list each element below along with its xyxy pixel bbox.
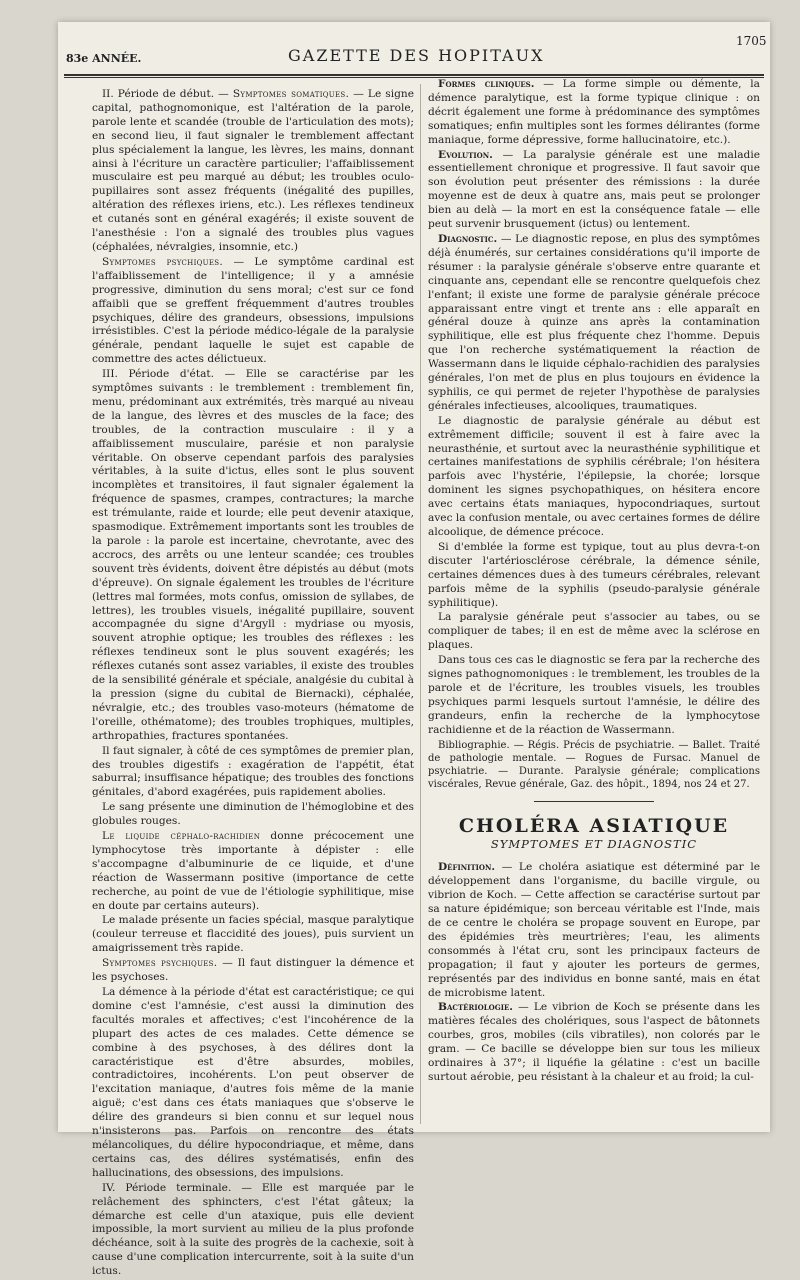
subheading: Bactériologie. <box>438 1001 513 1014</box>
subheading: Evolution. <box>438 148 493 161</box>
section-heading: III. Période d'état. <box>102 368 215 381</box>
paragraph-text: — La forme simple ou démente, la démence paralytique, est la forme typique clinique : on décrit également une forme à prédominance des symptômes somatiques; enfin multiples sont les formes délirantes (forme maniaque, forme dépressive, forme hallucinatoire, etc.). <box>428 78 760 146</box>
paragraph-terminale <box>92 1182 414 1279</box>
article-separator <box>534 801 654 802</box>
paragraph-definition <box>428 861 760 1000</box>
paragraph-evolution <box>428 149 760 232</box>
year-label: 83e ANNÉE. <box>66 52 142 65</box>
subheading: Symptomes psychiques. <box>102 255 224 268</box>
subheading: Diagnostic. <box>438 232 498 245</box>
right-column <box>428 78 760 1086</box>
newspaper-page <box>58 22 770 1278</box>
subheading: Formes cliniques. <box>438 78 535 90</box>
paragraph-psychiques <box>92 256 414 367</box>
paragraph-debut: II. Période de début. — Symptomes somatiques. — Le signe capital, pathognomonique, est l'altération de la parole, parole lente et scandée (trouble de l'articulation des mots); en second lieu, il faut signaler le tremblement affectant plus spécialement la langue, les lèvres, les mains, donnant ainsi à l'écriture un caractère particulier; l'affaiblissement musculaire est peu marqué au début; les troubles oculo-pupillaires sont assez fréquents (inégalité des pupilles, altération des réflexes iriens, etc.). Les réflexes tendineux et cutanés sont en général exagérés; il existe souvent de l'anesthésie : l'on a signalé des troubles plus vagues (céphalées, névralgies, insomnie, etc.) <box>92 88 414 253</box>
section-heading: II. Période de début. <box>102 88 215 100</box>
paragraph-text: donne précocement une lymphocytose très importante à dépister : elle s'accompagne d'albuminurie de ce liquide, et d'une réaction de Wassermann positive (importance de cette recherche, au point de vue de l'étiologie syphilitique, mise en doute par certains auteurs). <box>92 830 414 912</box>
paragraph-text: — Le diagnostic repose, en plus des symptômes déjà énumérés, sur certaines considérations qu'il importe de résumer : la paralysie générale s'observe entre quarante et cinquante ans, cependant elle se rencontre quelquefois chez l'enfant; il existe une forme de paralysie générale précoce apparaissant entre vingt et trente ans : elle apparaît en général douze à quinze ans après la contamination syphilitique, elle est plus fréquente chez l'homme. Depuis que l'on recherche systématiquement la réaction de Wassermann dans le liquide céphalo-rachidien des paralysies générales, l'on met de plus en plus toujours en évidence la syphilis, ce qui permet de rejeter l'hypothèse de paralysies générales infectieuses, alcooliques, traumatiques. <box>428 232 760 412</box>
paragraph-etat <box>92 368 414 743</box>
paragraph-signes: Dans tous ces cas le diagnostic se fera par la recherche des signes pathognomoniques : le tremblement, les troubles de la parole et de l'écriture, les troubles visuels, les troubles psychiques parmi lesquels surtout l'amnésie, le délire des grandeurs, enfin la recherche de la lymphocytose rachidienne et de la réaction de Wassermann. <box>428 654 760 736</box>
paragraph-forme-typique: Si d'emblée la forme est typique, tout au plus devra-t-on discuter l'artériosclérose cérébrale, la démence sénile, certaines démences dues à des tumeurs cérébrales, relevant parfois même de la syphilis (pseudo-paralysie générale syphilitique). <box>428 540 760 609</box>
paragraph-text: — La paralysie générale est une maladie essentiellement chronique et progressive. Il faut savoir que son évolution peut présenter des rémissions : la durée moyenne est de deux à quatre ans, mais peut se prolonger bien au delà — la mort en est la conséquence fatale — elle peut survenir brusquement (ictus) ou lentement. <box>428 148 760 231</box>
paragraph-tabes: La paralysie générale peut s'associer au tabes, ou se compliquer de tabes; il en est de même avec la sclérose en plaques. <box>428 611 760 652</box>
paragraph-diagnostic-debut: Le diagnostic de paralysie générale au début est extrêmement difficile; souvent il est à faire avec la neurasthénie, et surtout avec la neurasthénie syphilitique et certaines manifestations de syphilis cérébrale; l'on hésitera parfois avec l'hystérie, l'épilepsie, la chorée; lorsque dominent les signes psychopathiques, on hésitera encore avec certains états maniaques, hypocondriaques, surtout avec la confusion mentale, ou avec certaines formes de délire alcoolique, de démence précoce. <box>428 414 760 538</box>
paragraph-formes <box>428 78 760 148</box>
section-heading: IV. Période terminale. <box>102 1181 232 1194</box>
page-number: 1705 <box>736 34 767 48</box>
subheading: Définition. <box>438 861 496 874</box>
paragraph-bacteriologie <box>428 1001 760 1084</box>
header-rule <box>64 74 764 76</box>
paragraph-psychiques-etat <box>92 957 414 985</box>
paragraph-diagnostic <box>428 233 760 414</box>
paragraph-digestifs: Il faut signaler, à côté de ces symptômes de premier plan, des troubles digestifs : exagération de l'appétit, état saburral; insuffisance hépatique; des troubles des fonctions génitales, d'abord exagérées, puis rapidement abolies. <box>92 744 414 799</box>
article-subtitle: SYMPTOMES ET DIAGNOSTIC <box>490 836 698 851</box>
subheading: Le liquide céphalo-rachidien <box>102 830 261 843</box>
left-column <box>92 88 414 1280</box>
article-title: CHOLÉRA ASIATIQUE <box>458 814 730 837</box>
paragraph-liquide <box>92 830 414 913</box>
paragraph-text: — Le vibrion de Koch se présente dans les matières fécales des cholériques, sous l'aspect de bâtonnets courbes, gros, mobiles (cils vibratiles), non colorés par le gram. — Ce bacille se développe bien sur tous les milieux ordinaires à 37°; il liquéfie la gélatine : c'est un bacille surtout aérobie, peu résistant à la chaleur et au froid; la cul- <box>428 1001 760 1083</box>
paragraph-demence: La démence à la période d'état est caractéristique; ce qui domine c'est l'amnésie, c'est aussi la diminution des facultés morales et affectives; c'est l'incohérence de la plupart des actes de ces malades. Cette démence se combine à des psychoses, à des délires dont la caractéristique est d'être absurdes, mobiles, contradictoires, incohérents. L'on peut observer de l'excitation maniaque, d'autres fois même de la manie aiguë; c'est dans ces états maniaques que s'observe le délire des grandeurs si bien connu et sur lequel nous n'insisterons pas. Parfois on rencontre des états mélancoliques, du délire hypocondriaque, et même, dans certains cas, des délires systématisés, enfin des hallucinations, des obsessions, des impulsions. <box>92 986 414 1179</box>
paragraph-text: — Il faut distinguer la démence et les psychoses. <box>92 957 414 984</box>
page-header <box>58 22 770 76</box>
subheading: Symptomes somatiques. <box>232 88 350 100</box>
paragraph-facies: Le malade présente un facies spécial, masque paralytique (couleur terreuse et flaccidité des joues), puis survient un amaigrissement très rapide. <box>92 914 414 955</box>
paragraph-sang: Le sang présente une diminution de l'hémoglobine et des globules rouges. <box>92 801 414 828</box>
paragraph-text: — Elle se caractérise par les symptômes suivants : le tremblement : tremblement fin, menu, prédominant aux extrémités, très marqué au niveau de la langue, des lèvres et des muscles de la face; des troubles, de la contraction musculaire : il y a affaiblissement musculaire, parésie et non paralysie véritable. On observe cependant parfois des paralysies véritables, à la suite d'ictus, elles sont le plus souvent incomplètes et transitoires, il faut signaler également la fréquence de spasmes, crampes, contractures; la marche est trémulante, raide et lourde; elle peut devenir ataxique, spasmodique. Extrêmement importants sont les troubles de la parole : la parole est incertaine, chevrotante, avec des accrocs, des arrêts ou une lenteur scandée; ces troubles souvent très évidents, doivent être dépistés au début (mots d'épreuve). On signale également les troubles de l'écriture (lettres mal formées, mots confus, omission de syllabes, de lettres), les troubles visuels, inégalité pupillaire, souvent accompagnée du signe d'Argyll : mydriase ou myosis, souvent atrophie optique; les troubles des réflexes : les réflexes tendineux sont le plus souvent exagérés; les réflexes cutanés sont assez variables, il existe des troubles de la sensibilité générale et spéciale, analgésie du cubital à la pression (signe du cubital de Biernacki), céphalée, névralgie, etc.; des troubles vaso-moteurs (hématome de l'oreille, othématome); des troubles trophiques, multiples, arthropathies, fractures spontanées. <box>92 368 414 742</box>
subheading: Symptomes psychiques. <box>102 957 218 970</box>
paragraph-text: — Elle est marquée par le relâchement des sphincters, c'est l'état gâteux; la démarche est celle d'un ataxique, puis elle devient impossible, la mort survient au milieu de la plus profonde déchéance, soit à la suite des progrès de la cachexie, soit à cause d'une complication intercurrente, soit à la suite d'un ictus. <box>92 1181 414 1278</box>
paragraph-text: — Le symptôme cardinal est l'affaiblissement de l'intelligence; il y a amnésie progressive, diminution du sens moral; c'est sur ce fond affaibli que se greffent fréquemment d'autres troubles psychiques, délire des grandeurs, obsessions, impulsions irrésistibles. C'est la période médico-légale de la paralysie générale, pendant laquelle le sujet est capable de commettre des actes délictueux. <box>92 255 415 366</box>
bibliography: Bibliographie. — Régis. Précis de psychiatrie. — Ballet. Traité de pathologie mentale. — Rogues de Fursac. Manuel de psychiatrie. — Durante. Paralysie générale; complications viscérales, Revue générale, Gaz. des hôpit., 1894, nos 24 et 27. <box>428 739 760 790</box>
journal-title: GAZETTE DES HOPITAUX <box>288 46 545 65</box>
paragraph-text: — Le choléra asiatique est déterminé par le développement dans l'organisme, du bacille virgule, ou vibrion de Koch. — Cette affection se caractérise surtout par sa nature épidémique; son berceau véritable est l'Inde, mais de ce centre le choléra se propage souvent en Europe, par des épidémies très meurtrières; l'eau, les aliments consommés à l'état cru, sont les principaux facteurs de propagation; il faut y ajouter les porteurs de germes, représentés par des individus en bonne santé, mais en état de microbisme latent. <box>428 861 760 999</box>
paragraph-text: — Le signe capital, pathognomonique, est l'altération de la parole, parole lente et scandée (trouble de l'articulation des mots); en second lieu, il faut signaler le tremblement affectant plus spécialement la langue, les lèvres, les mains, donnant ainsi à l'écriture un caractère particulier; l'affaiblissement musculaire est peu marqué au début; les troubles oculo-pupillaires sont assez fréquents (inégalité des pupilles, altération des réflexes iriens, etc.). Les réflexes tendineux et cutanés sont en général exagérés; il existe souvent de l'anesthésie : l'on a signalé des troubles plus vagues (céphalées, névralgies, insomnie, etc.) <box>92 88 414 253</box>
column-divider <box>420 84 421 1124</box>
